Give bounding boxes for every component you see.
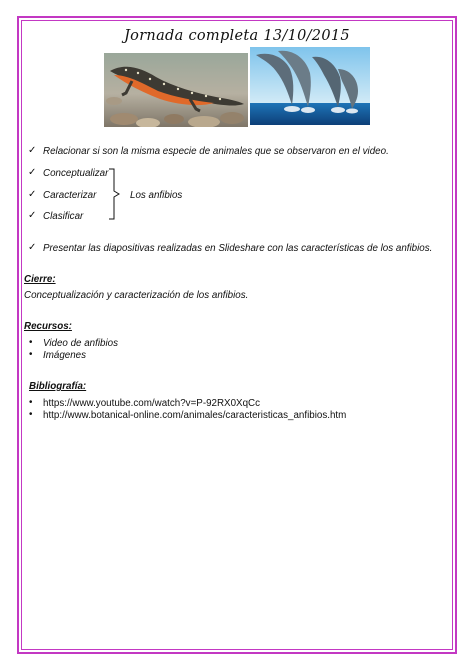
checklist-item-present: Presentar las diapositivas realizadas en Slideshare con las características de los anfibios. [43,243,433,254]
cierre-heading: Cierre: [24,274,56,285]
dolphins-image [250,47,370,125]
bibliografia-heading: Bibliografía: [29,381,87,392]
checklist-item-characterize: Caracterizar [43,190,97,201]
bullet-icon: • [29,349,33,360]
check-icon: ✓ [28,167,37,178]
check-icon: ✓ [28,210,37,221]
page-title: Jornada completa 13/10/2015 [124,28,350,44]
recursos-item: Video de anfibios [43,338,118,349]
bullet-icon: • [29,409,33,420]
check-icon: ✓ [28,145,37,156]
cierre-text: Conceptualización y caracterización de los anfibios. [24,290,249,301]
bullet-icon: • [29,337,33,348]
check-icon: ✓ [28,242,37,253]
checklist-item-conceptualize: Conceptualizar [43,168,109,179]
bibliografia-link-youtube[interactable]: https://www.youtube.com/watch?v=P-92RX0XqCc [43,398,260,409]
bullet-icon: • [29,397,33,408]
brace-icon [108,168,120,220]
bibliografia-link-botanical[interactable]: http://www.botanical-online.com/animales/caracteristicas_anfibios.htm [43,410,347,421]
checklist-item-relate: Relacionar si son la misma especie de animales que se observaron en el video. [43,146,389,157]
newt-image [104,53,248,127]
recursos-heading: Recursos: [24,321,72,332]
checklist-item-classify: Clasificar [43,211,84,222]
bracket-label: Los anfibios [130,190,183,201]
recursos-item: Imágenes [43,350,87,361]
check-icon: ✓ [28,189,37,200]
